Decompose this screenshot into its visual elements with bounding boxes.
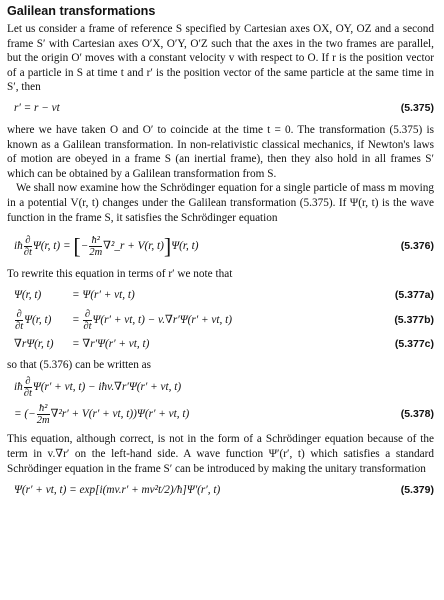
paragraph-6: This equation, although correct, is not in the form of a Schrödinger equation because of the term in v.∇r′ on the left-hand side. A wave function Ψ′(r′, t) which satisfies a standard Schrödinger equation in the frame S′ can be introduced by making the unitary transformation [7, 433, 434, 475]
eq-5378-partial-t [24, 376, 32, 399]
equation-number-5-376: (5.376) [400, 240, 434, 253]
paragraph-5: so that (5.376) can be written as [7, 358, 152, 371]
equation-5-378-line-2 [14, 399, 434, 429]
equation-5-379 [14, 483, 434, 499]
eq-5378-hbar-top: ħ² [37, 403, 50, 415]
equation-number-5-377c: (5.377c) [394, 337, 434, 350]
eq-5377c-lhs: ∇rΨ(r, t) [14, 337, 54, 350]
equation-5-377c [14, 337, 434, 352]
eq-5376-hbar-frac [89, 235, 102, 258]
equation-5-379-text: Ψ(r′ + vt, t) = exp[i(mv.r′ + mv²t/2)/ħ]Ψ′(r′, t) [14, 484, 221, 497]
eq-5378-hbar-frac [37, 403, 50, 426]
eq-5377b-rhs-frac [83, 309, 91, 332]
section-title: Galilean transformations [7, 4, 156, 18]
eq-5377b-lhs: Ψ(r, t) [24, 313, 52, 326]
eq-5376-minus: − [80, 240, 89, 253]
eq-5377b-frac-top: ∂ [16, 308, 22, 320]
equation-5-377a [14, 288, 434, 303]
equation-5-378-line-1 [14, 375, 434, 399]
equation-number-5-379: (5.379) [400, 484, 434, 497]
eq-5376-partial-t [24, 235, 32, 258]
eq-5377b-rhs-frac-bot: ∂t [83, 320, 92, 332]
eq-5378-line-2-post: ∇²r′ + V(r′ + vt, t))Ψ(r′ + vt, t) [50, 408, 190, 421]
eq-5376-hbar-bot: 2m [89, 247, 103, 259]
eq-5377b-frac-bot: ∂t [15, 320, 24, 332]
eq-5376-frac-bot: ∂t [23, 247, 32, 259]
eq-5377a-lhs: Ψ(r, t) [14, 288, 42, 301]
eq-5377c-rhs: = ∇r′Ψ(r′ + vt, t) [72, 337, 150, 350]
eq-5378-ihbar: iħ [14, 381, 23, 394]
equation-5-377b [14, 307, 434, 333]
equation-5-376 [14, 230, 434, 262]
equation-5-375 [14, 101, 434, 117]
eq-5378-hbar-bot: 2m [36, 415, 50, 427]
eq-5376-frac-top: ∂ [25, 235, 31, 247]
equation-number-5-378: (5.378) [400, 408, 434, 421]
paragraph-2: where we have taken O and O′ to coincide at the time t = 0. The transformation (5.375) is known as a Galilean transformation. In non-relativistic classical mechanics, if Newton's laws of motion are obeyed in a frame S (an inertial frame), then they also hold in all frames S′ which can be obtained by a Galilean transformation from S. [7, 123, 434, 180]
eq-5377a-rhs: = Ψ(r′ + vt, t) [72, 288, 135, 301]
paragraph-3: We shall now examine how the Schrödinger equation for a single particle of mass m moving in a potential V(r, t) changes under the Galilean transformation (5.375). If Ψ(r, t) is the wave function in the frame S, it satisfies the Schrödinger equation [7, 182, 434, 224]
eq-5377b-lhs-frac [15, 309, 23, 332]
eq-5378-frac-top: ∂ [25, 376, 31, 388]
eq-5377b-equals: = [72, 313, 80, 326]
paragraph-4: To rewrite this equation in terms of r′ we note that [7, 268, 233, 281]
paragraph-1: Let us consider a frame of reference S specified by Cartesian axes OX, OY, OZ and a second frame S′ with Cartesian axes O′X, O′Y, O′Z such that the axes in the two frames are parallel, but the origin O′ moves with a constant velocity v with respect to O. If r is the position vector of a particle in S at time t and r′ is the position vector of the same particle at the same time in S′, then [7, 23, 434, 94]
eq-5378-line-2-pre: = (− [14, 408, 36, 421]
eq-5376-hbar-top: ħ² [89, 235, 102, 247]
eq-5376-ihbar: iħ [14, 240, 23, 253]
eq-5376-rhs: ∇²_r + V(r, t) [103, 240, 164, 253]
eq-5377b-rhs: Ψ(r′ + vt, t) − v.∇r′Ψ(r′ + vt, t) [92, 313, 233, 326]
eq-5377b-rhs-frac-top: ∂ [84, 308, 91, 320]
eq-5376-psi: Ψ(r, t) [171, 240, 199, 253]
eq-5376-open-bracket: [ [73, 233, 81, 259]
eq-5376-lhs: Ψ(r, t) = [32, 240, 71, 253]
equation-number-5-375: (5.375) [400, 101, 434, 114]
equation-number-5-377a: (5.377a) [394, 288, 434, 301]
eq-5378-frac-bot: ∂t [23, 388, 32, 400]
eq-5376-close-bracket: ] [163, 233, 172, 259]
equation-number-5-377b: (5.377b) [394, 313, 434, 326]
eq-5378-line-1: Ψ(r′ + vt, t) − iħv.∇r′Ψ(r′ + vt, t) [32, 381, 182, 394]
equation-5-375-text: r′ = r − vt [14, 101, 60, 114]
